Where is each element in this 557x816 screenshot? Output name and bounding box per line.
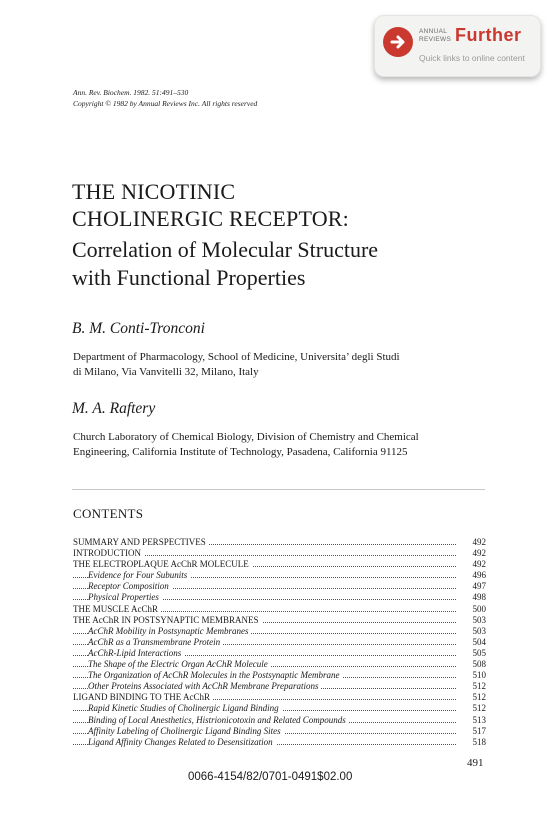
toc-entry[interactable] [73, 592, 486, 603]
toc-entry[interactable] [73, 681, 486, 692]
toc-entry-page: 492 [472, 559, 486, 570]
toc-entry-label: Physical Properties [88, 592, 162, 603]
citation-line: Ann. Rev. Biochem. 1982. 51:491–530 [73, 88, 189, 97]
author-affiliation: Department of Pharmacology, School of Medicine, Universita’ degli Studi di Milano, Via Vanvitelli 32, Milano, Italy [73, 351, 400, 378]
toc-entry-label: The Shape of the Electric Organ AcChR Molecule [88, 659, 271, 670]
toc-entry[interactable] [73, 659, 486, 670]
toc-entry-page: 518 [472, 736, 486, 747]
article-title: THE NICOTINIC CHOLINERGIC RECEPTOR: [72, 179, 349, 231]
table-of-contents [73, 537, 486, 748]
arrow-icon [383, 27, 413, 57]
toc-entry-label: Evidence for Four Subunits [88, 570, 190, 581]
author-affiliation: Church Laboratory of Chemical Biology, Division of Chemistry and Chemical Engineering, California Institute of Technology, Pasadena, California 91125 [73, 431, 419, 458]
toc-entry-page: 510 [472, 670, 486, 681]
toc-entry-label: Affinity Labeling of Cholinergic Ligand Binding Sites [88, 726, 284, 737]
toc-entry-label: Ligand Affinity Changes Related to Desensitization [88, 737, 276, 748]
toc-entry[interactable] [73, 648, 486, 659]
toc-entry[interactable] [73, 670, 486, 681]
toc-entry-page: 497 [472, 581, 486, 592]
further-tagline: Quick links to online content [419, 53, 525, 63]
toc-entry-page: 508 [472, 659, 486, 670]
author-name: B. M. Conti-Tronconi [72, 320, 205, 337]
toc-entry-page: 512 [472, 703, 486, 714]
divider [72, 489, 485, 490]
toc-entry-page: 503 [472, 614, 486, 625]
author-name: M. A. Raftery [72, 400, 156, 417]
toc-entry-label: Other Proteins Associated with AcChR Membrane Preparations [88, 681, 321, 692]
toc-entry[interactable] [73, 559, 486, 570]
toc-entry-page: 517 [472, 725, 486, 736]
toc-entry[interactable] [73, 537, 486, 548]
toc-entry-label: THE ELECTROPLAQUE AcChR MOLECULE [73, 559, 252, 570]
toc-entry-page: 496 [472, 570, 486, 581]
toc-entry-page: 513 [472, 714, 486, 725]
toc-entry-page: 492 [472, 548, 486, 559]
page-number: 491 [467, 757, 484, 769]
toc-entry-page: 498 [472, 592, 486, 603]
toc-entry[interactable] [73, 737, 486, 748]
toc-entry-label: Binding of Local Anesthetics, Histrionicotoxin and Related Compounds [88, 715, 349, 726]
toc-entry-label: AcChR-Lipid Interactions [88, 648, 184, 659]
toc-entry[interactable] [73, 570, 486, 581]
toc-entry[interactable] [73, 637, 486, 648]
footer-code: 0066-4154/82/0701-0491$02.00 [188, 771, 353, 783]
toc-entry-label: The Organization of AcChR Molecules in the Postsynaptic Membrane [88, 670, 342, 681]
contents-heading: CONTENTS [73, 506, 144, 521]
toc-entry[interactable] [73, 703, 486, 714]
toc-entry[interactable] [73, 726, 486, 737]
article-subtitle: Correlation of Molecular Structure with Functional Properties [72, 237, 379, 290]
toc-entry[interactable] [73, 604, 486, 615]
copyright-line: Copyright © 1982 by Annual Reviews Inc. All rights reserved [73, 99, 258, 108]
toc-entry-label: THE MUSCLE AcChR [73, 604, 161, 615]
toc-entry-page: 503 [472, 625, 486, 636]
toc-entry[interactable] [73, 615, 486, 626]
citation [73, 87, 257, 109]
toc-entry-label: AcChR Mobility in Postsynaptic Membranes [88, 626, 251, 637]
toc-entry-page: 492 [472, 537, 486, 547]
toc-entry[interactable] [73, 715, 486, 726]
toc-entry-label: Receptor Composition [88, 581, 172, 592]
toc-entry-label: SUMMARY AND PERSPECTIVES [73, 537, 209, 548]
toc-entry[interactable] [73, 626, 486, 637]
toc-entry-label: THE AcChR IN POSTSYNAPTIC MEMBRANES [73, 615, 262, 626]
publisher-logo-text: ANNUAL REVIEWS [419, 28, 452, 43]
toc-entry-page: 504 [472, 636, 486, 647]
further-label: Further [455, 25, 522, 45]
toc-entry-label: INTRODUCTION [73, 548, 144, 559]
toc-entry[interactable] [73, 581, 486, 592]
further-badge[interactable] [374, 15, 541, 77]
toc-entry-page: 512 [472, 681, 486, 692]
toc-entry-label: LIGAND BINDING TO THE AcChR [73, 692, 213, 703]
toc-entry[interactable] [73, 548, 486, 559]
toc-entry[interactable] [73, 692, 486, 703]
toc-entry-label: AcChR as a Transmembrane Protein [88, 637, 223, 648]
toc-entry-page: 505 [472, 647, 486, 658]
toc-entry-label: Rapid Kinetic Studies of Cholinergic Ligand Binding [88, 703, 282, 714]
toc-entry-page: 512 [472, 692, 486, 703]
toc-entry-page: 500 [472, 603, 486, 614]
